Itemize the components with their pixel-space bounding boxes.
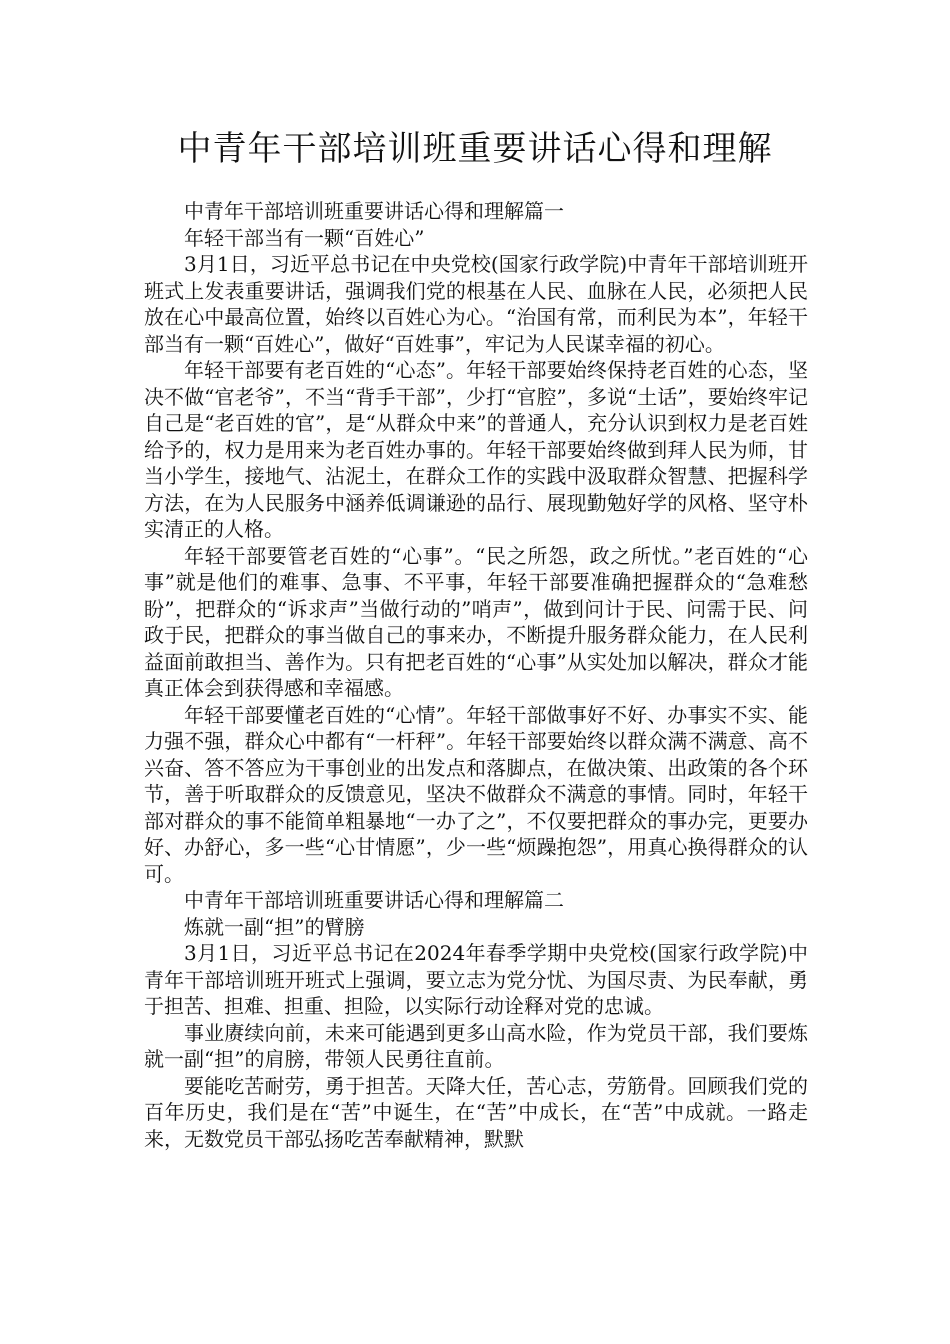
paragraph: 事业赓续向前，未来可能遇到更多山高水险，作为党员干部，我们要炼就一副“担”的肩膀，带领人民勇往直前。: [144, 1020, 808, 1071]
paragraph: 要能吃苦耐劳，勇于担苦。天降大任，苦心志，劳筋骨。回顾我们党的百年历史，我们是在“苦”中诞生，在“苦”中成长，在“苦”中成就。一路走来，无数党员干部弘扬吃苦奉献精神，默默: [144, 1073, 808, 1151]
subheading-1: 年轻干部当有一颗“百姓心”: [184, 225, 425, 250]
section-heading-1: 中青年干部培训班重要讲话心得和理解篇一: [184, 199, 564, 223]
paragraph: 3月1日，习近平总书记在2024年春季学期中央党校(国家行政学院)中青年干部培训班开班式上强调，要立志为党分忧、为国尽责、为民奉献，勇于担苦、担难、担重、担险，以实际行动诠释对党的忠诚。: [144, 941, 808, 1018]
document-title: 中青年干部培训班重要讲话心得和理解: [177, 129, 773, 169]
document-body: [144, 198, 808, 1152]
paragraph: 年轻干部要懂老百姓的“心情”。年轻干部做事好不好、办事实不实、能力强不强，群众心中都有“一杆秤”。年轻干部要始终以群众满不满意、高不兴奋、答不答应为干事创业的出发点和落脚点，在做决策、出政策的各个环节，善于听取群众的反馈意见，坚决不做群众不满意的事情。同时，年轻干部对群众的事不能简单粗暴地“一办了之”，不仅要把群众的事办完，更要办好、办舒心，多一些“心甘情愿”，少一些“烦躁抱怨”，用真心换得群众的认可。: [144, 702, 808, 886]
paragraph: 年轻干部要管老百姓的“心事”。“民之所怨，政之所忧。”老百姓的“心事”就是他们的难事、急事、不平事，年轻干部要准确把握群众的“急难愁盼”，把群众的“诉求声”当做行动的”哨声”，做到问计于民、问需于民、问政于民，把群众的事当做自己的事来办，不断提升服务群众能力，在人民利益面前敢担当、善作为。只有把老百姓的“心事”从实处加以解决，群众才能真正体会到获得感和幸福感。: [144, 543, 808, 700]
paragraph: 年轻干部要有老百姓的“心态”。年轻干部要始终保持老百姓的心态，坚决不做“官老爷”，不当“背手干部”，少打“官腔”，多说“土话”，要始终牢记自己是“老百姓的官”，是“从群众中来”的普通人，充分认识到权力是老百姓给予的，权力是用来为老百姓办事的。年轻干部要始终做到拜人民为师，甘当小学生，接地气、沾泥土，在群众工作的实践中汲取群众智慧、把握科学方法，在为人民服务中涵养低调谦逊的品行、展现勤勉好学的风格、坚守朴实清正的人格。: [144, 358, 808, 541]
subheading-2: 炼就一副“担”的臂膀: [184, 914, 365, 939]
paragraph: 3月1日，习近平总书记在中央党校(国家行政学院)中青年干部培训班开班式上发表重要讲话，强调我们党的根基在人民、血脉在人民，必须把人民放在心中最高位置，始终以百姓心为心。“治国有常，而利民为本”，年轻干部当有一颗“百姓心”，做好“百姓事”，牢记为人民谋幸福的初心。: [144, 252, 808, 356]
section-heading-2: 中青年干部培训班重要讲话心得和理解篇二: [184, 888, 564, 912]
